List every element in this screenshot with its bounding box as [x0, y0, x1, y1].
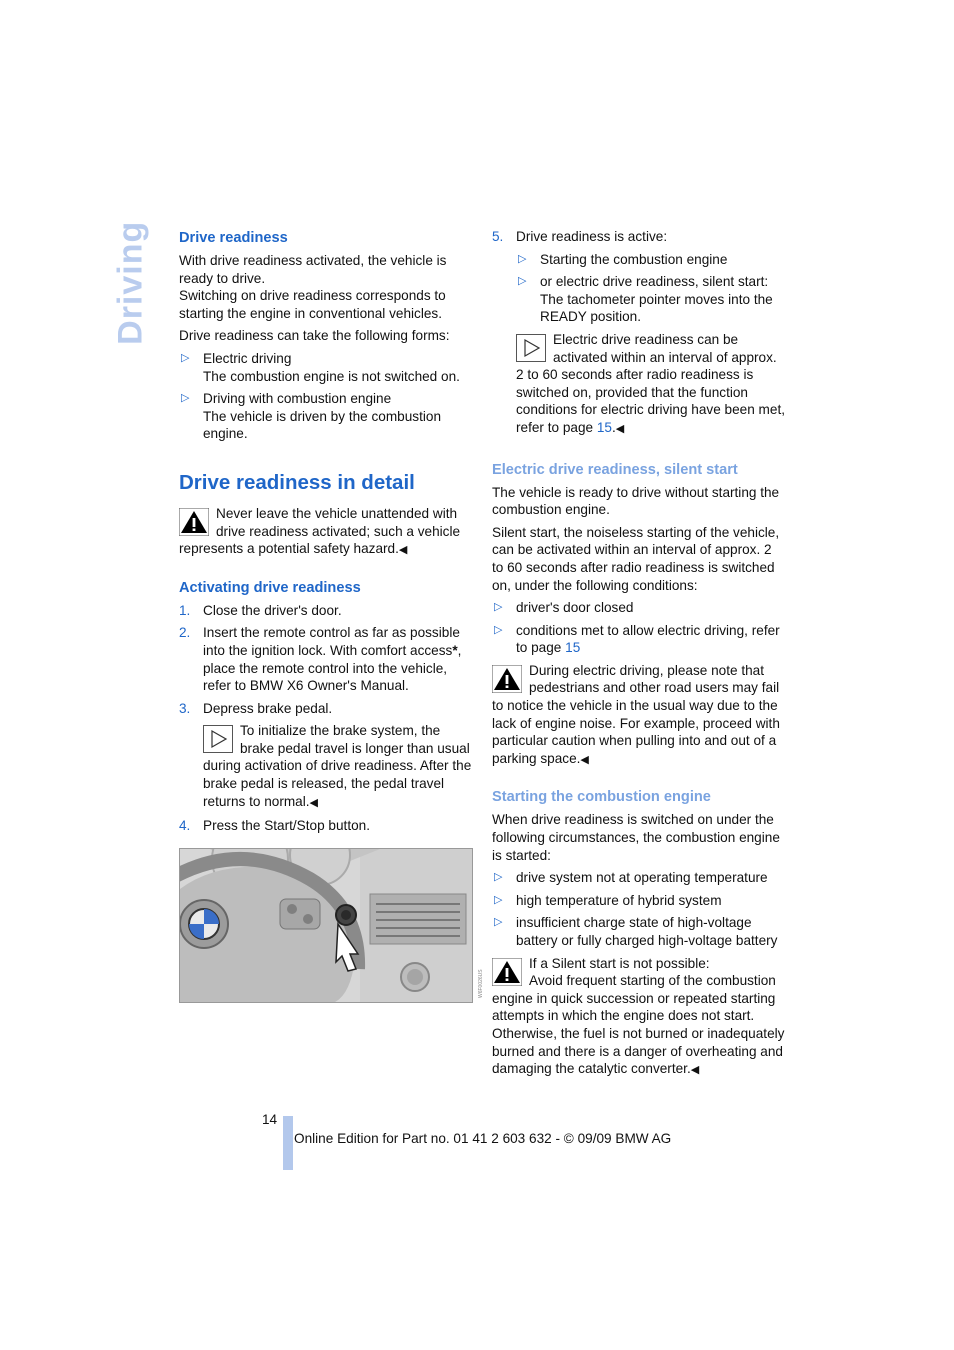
right-column [492, 228, 786, 1085]
end-mark-icon: ◀ [690, 1064, 700, 1077]
note-icon [203, 725, 233, 753]
warning-icon [492, 665, 522, 693]
page-link[interactable]: 15 [596, 419, 612, 435]
step-item: 3. Depress brake pedal. To initialize the brake system, the brake pedal travel is longer than usual during activation of drive readiness. After the brake pedal is released, the pedal travel returns to normal.◀ [179, 700, 475, 813]
list-item: ▷ insufficient charge state of high-voltage battery or fully charged high-voltage battery [494, 915, 778, 948]
bullet-arrow-icon: ▷ [494, 871, 503, 884]
paragraph: With drive readiness activated, the vehicle is ready to drive. Switching on drive readiness corresponds to starting the engine in conventional vehicles. [179, 253, 447, 321]
footer-accent-bar [283, 1116, 293, 1170]
bullet-arrow-icon: ▷ [181, 392, 190, 405]
note-icon [516, 334, 546, 362]
heading-activating: Activating drive readiness [179, 579, 361, 596]
bullet-arrow-icon: ▷ [181, 351, 190, 364]
step5-bullets [516, 251, 786, 326]
steps-list [179, 602, 475, 835]
heading-drive-readiness-detail: Drive readiness in detail [179, 470, 415, 494]
asterisk-mark: * [452, 642, 458, 658]
list-item: ▷ conditions met to allow electric driving, refer to page 15 [494, 622, 780, 656]
paragraph: Drive readiness can take the following forms: [179, 328, 450, 344]
left-column [179, 228, 475, 1003]
heading-drive-readiness: Drive readiness [179, 230, 288, 246]
list-item: ▷ drive system not at operating temperature [494, 870, 768, 886]
warning-icon [179, 508, 209, 536]
warning-note: During electric driving, please note that pedestrians and other road users may fail to notice the vehicle in the usual way due to the lack of engine noise. For example, proceed with particular caution when pulling into and out of a parking space.◀ [492, 662, 780, 766]
silent-conditions-list [492, 599, 786, 657]
forms-list [179, 350, 475, 443]
paragraph: When drive readiness is switched on under the following circumstances, the combustion engine is started: [492, 812, 780, 863]
end-mark-icon: ◀ [398, 544, 408, 557]
footer-edition-text: Online Edition for Part no. 01 41 2 603 632 - © 09/09 BMW AG [294, 1131, 672, 1146]
step-item: 2. Insert the remote control as far as possible into the ignition lock. With comfort access*, place the remote control into the vehicle, refer to BMW X6 Owner's Manual. [179, 625, 462, 694]
info-note: Electric drive readiness can be activated within an interval of approx. 2 to 60 seconds after radio readiness is switched on, provided that the function conditions for electric driving have been met, refer to page 15.◀ [516, 331, 785, 435]
warning-note: Never leave the vehicle unattended with drive readiness activated; such a vehicle represents a potential safety hazard.◀ [179, 505, 461, 557]
page-link[interactable]: 15 [565, 640, 581, 656]
bullet-arrow-icon: ▷ [494, 916, 503, 929]
list-item: ▷ Driving with combustion engine The vehicle is driven by the combustion engine. [181, 391, 442, 442]
end-mark-icon: ◀ [580, 753, 589, 766]
photo-reference-code: W6F0026US [478, 969, 484, 998]
list-item: ▷ driver's door closed [494, 600, 634, 616]
step-item: 4. Press the Start/Stop button. [179, 818, 370, 834]
chapter-tab [104, 220, 158, 346]
heading-starting-engine: Starting the combustion engine [492, 789, 711, 806]
step-item: 1. Close the driver's door. [179, 602, 342, 618]
page-number: 14 [262, 1112, 278, 1127]
paragraph: The vehicle is ready to drive without starting the combustion engine. [492, 484, 780, 518]
list-item: ▷ or electric drive readiness, silent start: The tachometer pointer moves into the READY position. [518, 274, 773, 325]
paragraph: Silent start, the noiseless starting of the vehicle, can be activated within an interval of approx. 2 to 60 seconds after radio readiness is switched on, under the following conditions: [492, 524, 780, 593]
starting-conditions-list [492, 869, 786, 949]
bullet-arrow-icon: ▷ [518, 252, 527, 265]
step-item: 5. Drive readiness is active: ▷ Starting the combustion engine ▷ or electric drive readiness, silent start: The tachometer pointer moves into the READY position. Electric drive readiness can be activated within an interval of approx. 2 to 60 seconds after radio readiness is switched on, provided that the function conditions for electric driving have been met, refer to page 15.◀ [492, 228, 786, 439]
chapter-tab-label: Driving [111, 220, 150, 346]
list-item: ▷ Electric driving The combustion engine is not switched on. [181, 350, 460, 384]
bullet-arrow-icon: ▷ [518, 275, 527, 288]
end-mark-icon: ◀ [615, 422, 625, 435]
steps-list-continued [492, 228, 786, 439]
heading-silent-start: Electric drive readiness, silent start [492, 461, 738, 478]
end-mark-icon: ◀ [309, 796, 318, 809]
list-item: ▷ Starting the combustion engine [518, 251, 728, 267]
bullet-arrow-icon: ▷ [494, 893, 503, 906]
bullet-arrow-icon: ▷ [494, 623, 503, 636]
bullet-arrow-icon: ▷ [494, 601, 503, 614]
info-note: To initialize the brake system, the brake pedal travel is longer than usual during activation of drive readiness. After the brake pedal is released, the pedal travel returns to normal.◀ [203, 723, 472, 809]
warning-note: If a Silent start is not possible: Avoid frequent starting of the combustion engine in quick succession or repeated starting attempts in which the engine does not start. Otherwise, the fuel is not burned or inadequately burned and there is a danger of overheating and damaging the catalytic converter.◀ [492, 955, 785, 1077]
list-item: ▷ high temperature of hybrid system [494, 892, 722, 908]
warning-icon [492, 958, 522, 986]
steering-wheel-photo [179, 848, 473, 1003]
